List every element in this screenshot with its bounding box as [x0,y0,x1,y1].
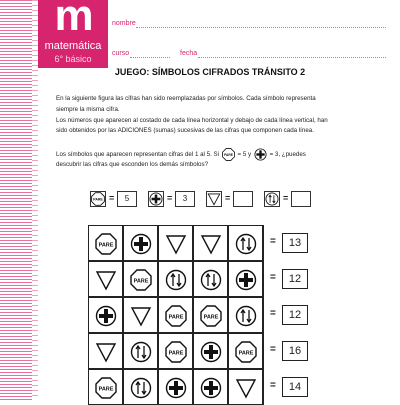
cross-icon [165,377,187,399]
course-label: curso [112,50,130,57]
intro-line-2: siempre la misma cifra. [56,106,120,113]
row-equals: = [270,272,276,283]
grid-cell [228,261,263,297]
yield-triangle-icon [235,377,257,399]
svg-text:PARE: PARE [223,152,233,157]
row-sum: 12 [282,269,308,289]
grid-cell [123,261,158,297]
course-line[interactable] [130,57,170,58]
two-way-arrows-icon [165,269,187,291]
name-line[interactable] [136,27,386,28]
svg-text:PARE: PARE [93,197,103,202]
pare-icon [95,233,117,255]
grid-cell [158,333,193,369]
row-equals: = [270,344,276,355]
two-way-arrows-icon [265,192,279,206]
row-equals: = [270,380,276,391]
yield-triangle-icon [130,305,152,327]
svg-text:PARE: PARE [98,386,114,393]
intro-line-3: Los números que aparecen al costado de cada línea horizontal y debajo de cada línea vertical, han [56,117,328,124]
cross-icon [200,341,222,363]
pare-icon [95,377,117,399]
page-title: JUEGO: SÍMBOLOS CIFRADOS TRÁNSITO 2 [114,67,306,77]
decorative-stripes-left [0,0,32,400]
yield-triangle-icon [200,233,222,255]
yield-triangle-icon [207,192,221,206]
pare-icon [200,305,222,327]
row-sum: 13 [282,233,308,253]
two-way-arrows-icon [130,377,152,399]
pare-icon [165,305,187,327]
grid-cell [193,225,228,261]
yield-triangle-icon [95,341,117,363]
grid-cell [88,297,123,333]
grid-cell [123,297,158,333]
grid-cell [88,333,123,369]
yield-triangle-icon [95,269,117,291]
question-part-3: = 3, ¿puedes [269,151,306,159]
grid-cell [88,225,123,261]
row-sum: 12 [282,305,308,325]
pare-icon [165,341,187,363]
cross-icon [130,233,152,255]
svg-text:PARE: PARE [98,242,114,249]
cross-icon [200,377,222,399]
svg-text:PARE: PARE [238,350,254,357]
intro-line-1: En la siguiente figura las cifras han sido reemplazadas por símbolos. Cada símbolo representa [56,95,316,102]
name-label: nombre [112,20,136,27]
row-equals: = [270,308,276,319]
date-line[interactable] [198,57,386,58]
question-part-1: Los símbolos que aparecen representan cifras del 1 al 5. Si [56,151,220,159]
two-way-arrows-icon [235,305,257,327]
grid-cell [228,333,263,369]
question-line-2: descubrir las cifras que esconden los demás símbolos? [56,161,209,168]
grid-cell [193,333,228,369]
legend-value-box[interactable] [291,191,311,207]
svg-text:PARE: PARE [168,314,184,321]
svg-text:PARE: PARE [133,278,149,285]
grid-cell [123,333,158,369]
legend-equals: = [283,193,289,203]
svg-text:PARE: PARE [203,314,219,321]
question-part-2: = 5 y [237,151,252,159]
two-way-arrows-icon [235,233,257,255]
intro-line-4: sido obtenidos por las ADICIONES (sumas) sucesivas de las cifras que componen cada línea. [56,127,314,134]
logo-letter: m [54,0,94,40]
grid-cell [228,225,263,261]
legend-icon-frame [206,191,222,207]
svg-text:PARE: PARE [168,350,184,357]
cross-icon [149,192,163,206]
row-sum: 16 [282,341,308,361]
legend-equals: = [167,193,173,203]
legend-icon-frame [90,191,106,207]
grid-cell [228,297,263,333]
grid-cell [88,261,123,297]
grid-cell [158,261,193,297]
two-way-arrows-icon [200,269,222,291]
grid-cell [193,261,228,297]
date-label: fecha [180,50,198,57]
legend-value-box[interactable] [233,191,253,207]
cross-icon [95,305,117,327]
legend-value-box[interactable]: 5 [117,191,137,207]
row-sum: 14 [282,377,308,397]
grid-cell [158,297,193,333]
pare-icon [130,269,152,291]
cross-icon [235,269,257,291]
symbol-legend [90,190,320,210]
grid-cell [123,225,158,261]
legend-value-box[interactable]: 3 [175,191,195,207]
grid-cell [158,225,193,261]
pare-icon [235,341,257,363]
row-equals: = [270,236,276,247]
yield-triangle-icon [165,233,187,255]
grid-cell [193,297,228,333]
logo-grade: 6° básico [54,54,92,64]
two-way-arrows-icon [130,341,152,363]
legend-equals: = [225,193,231,203]
legend-equals: = [109,193,115,203]
pare-icon [91,192,105,206]
legend-icon-frame [264,191,280,207]
logo-word: matemática [44,40,102,52]
legend-icon-frame [148,191,164,207]
